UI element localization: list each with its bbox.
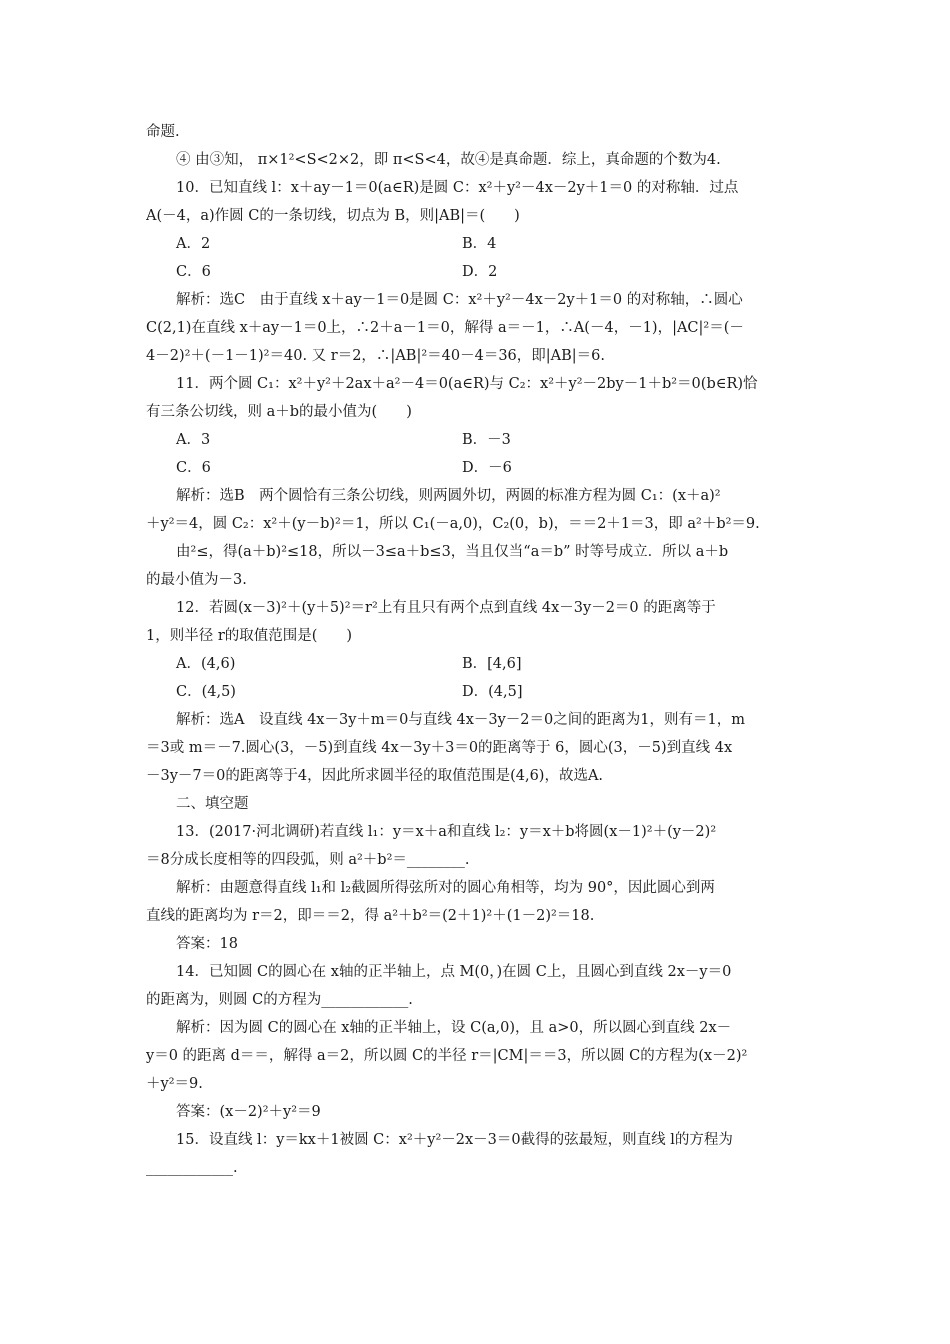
text-line: －3y－7＝0的距离等于4，因此所求圆半径的取值范围是(4,6)，故选A. [146, 768, 604, 784]
text-line: 4－2)²＋(－1－1)²＝40. 又 r＝2，∴|AB|²＝40－4＝36，即|AB|＝6. [146, 348, 606, 364]
text-line: ④ 由③知， π×1²<S<2×2，即 π<S<4，故④是真命题．综上，真命题的个数为4. [176, 152, 721, 168]
text-line: 的距离为，则圆 C的方程为____________. [146, 992, 413, 1008]
option-c: C．6 [176, 460, 211, 476]
solution-10: 解析：选C 由于直线 x＋ay－1＝0是圆 C：x²＋y²－4x－2y＋1＝0 的对称轴，∴圆心 [176, 292, 743, 308]
option-d: D．－6 [462, 460, 512, 476]
solution-12: 解析：选A 设直线 4x－3y＋m＝0与直线 4x－3y－2＝0之间的距离为1，则有＝1，m [176, 712, 745, 728]
question-13: 13．(2017·河北调研)若直线 l₁：y＝x＋a和直线 l₂：y＝x＋b将圆(x－1)²＋(y－2)² [176, 824, 717, 840]
text-line: 由²≤，得(a＋b)²≤18，所以－3≤a＋b≤3，当且仅当“a＝b” 时等号成立．所以 a＋b [176, 544, 729, 560]
text-line: y＝0 的距离 d＝＝，解得 a＝2，所以圆 C的半径 r＝|CM|＝＝3，所以圆 C的方程为(x－2)² [146, 1048, 748, 1064]
option-d: D．(4,5] [462, 684, 523, 700]
option-b: B．4 [462, 236, 497, 252]
answer-14: 答案：(x－2)²＋y²＝9 [176, 1104, 321, 1120]
answer-13: 答案：18 [176, 936, 238, 952]
solution-14: 解析：因为圆 C的圆心在 x轴的正半轴上，设 C(a,0)，且 a>0，所以圆心到直线 2x－ [176, 1020, 732, 1036]
question-14: 14．已知圆 C的圆心在 x轴的正半轴上，点 M(0，)在圆 C上，且圆心到直线 2x－y＝0 [176, 964, 732, 980]
option-b: B．－3 [462, 432, 511, 448]
text-line: C(2,1)在直线 x＋ay－1＝0上，∴2＋a－1＝0，解得 a＝－1，∴A(－4，－1)，|AC|²＝(－ [146, 320, 744, 336]
text-line: 1，则半径 r的取值范围是( ) [146, 628, 353, 644]
option-b: B．[4,6] [462, 656, 522, 672]
text-line: 有三条公切线，则 a＋b的最小值为( ) [146, 404, 412, 420]
option-d: D．2 [462, 264, 498, 280]
solution-13: 解析：由题意得直线 l₁和 l₂截圆所得弦所对的圆心角相等，均为 90°，因此圆心到两 [176, 880, 715, 896]
text-line: 的最小值为－3. [146, 572, 247, 588]
text-line: ____________. [146, 1160, 238, 1176]
question-10: 10．已知直线 l：x＋ay－1＝0(a∈R)是圆 C：x²＋y²－4x－2y＋1＝0 的对称轴．过点 [176, 180, 739, 196]
option-c: C．(4,5) [176, 684, 236, 700]
section-heading: 二、填空题 [176, 796, 249, 812]
text-line: ＝3或 m＝－7.圆心(3，－5)到直线 4x－3y＋3＝0的距离等于 6，圆心(3，－5)到直线 4x [146, 740, 733, 756]
solution-11: 解析：选B 两个圆恰有三条公切线，则两圆外切，两圆的标准方程为圆 C₁：(x＋a)² [176, 488, 721, 504]
text-line: ＝8分成长度相等的四段弧，则 a²＋b²＝________. [146, 852, 470, 868]
option-c: C．6 [176, 264, 211, 280]
text-line: ＋y²＝4，圆 C₂：x²＋(y－b)²＝1，所以 C₁(－a,0)，C₂(0，b)，＝＝2＋1＝3，即 a²＋b²＝9. [146, 516, 760, 532]
text-line: 命题. [146, 124, 180, 140]
question-12: 12．若圆(x－3)²＋(y＋5)²＝r²上有且只有两个点到直线 4x－3y－2＝0 的距离等于 [176, 600, 716, 616]
text-line: 直线的距离均为 r＝2，即＝＝2，得 a²＋b²＝(2＋1)²＋(1－2)²＝18. [146, 908, 595, 924]
question-11: 11．两个圆 C₁：x²＋y²＋2ax＋a²－4＝0(a∈R)与 C₂：x²＋y²－2by－1＋b²＝0(b∈R)恰 [176, 376, 758, 392]
option-a: A．2 [176, 236, 211, 252]
option-a: A．(4,6) [176, 656, 236, 672]
text-line: A(－4，a)作圆 C的一条切线，切点为 B，则|AB|＝( ) [146, 208, 520, 224]
option-a: A．3 [176, 432, 211, 448]
text-line: ＋y²＝9. [146, 1076, 203, 1092]
question-15: 15．设直线 l：y＝kx＋1被圆 C：x²＋y²－2x－3＝0截得的弦最短，则直线 l的方程为 [176, 1132, 733, 1148]
